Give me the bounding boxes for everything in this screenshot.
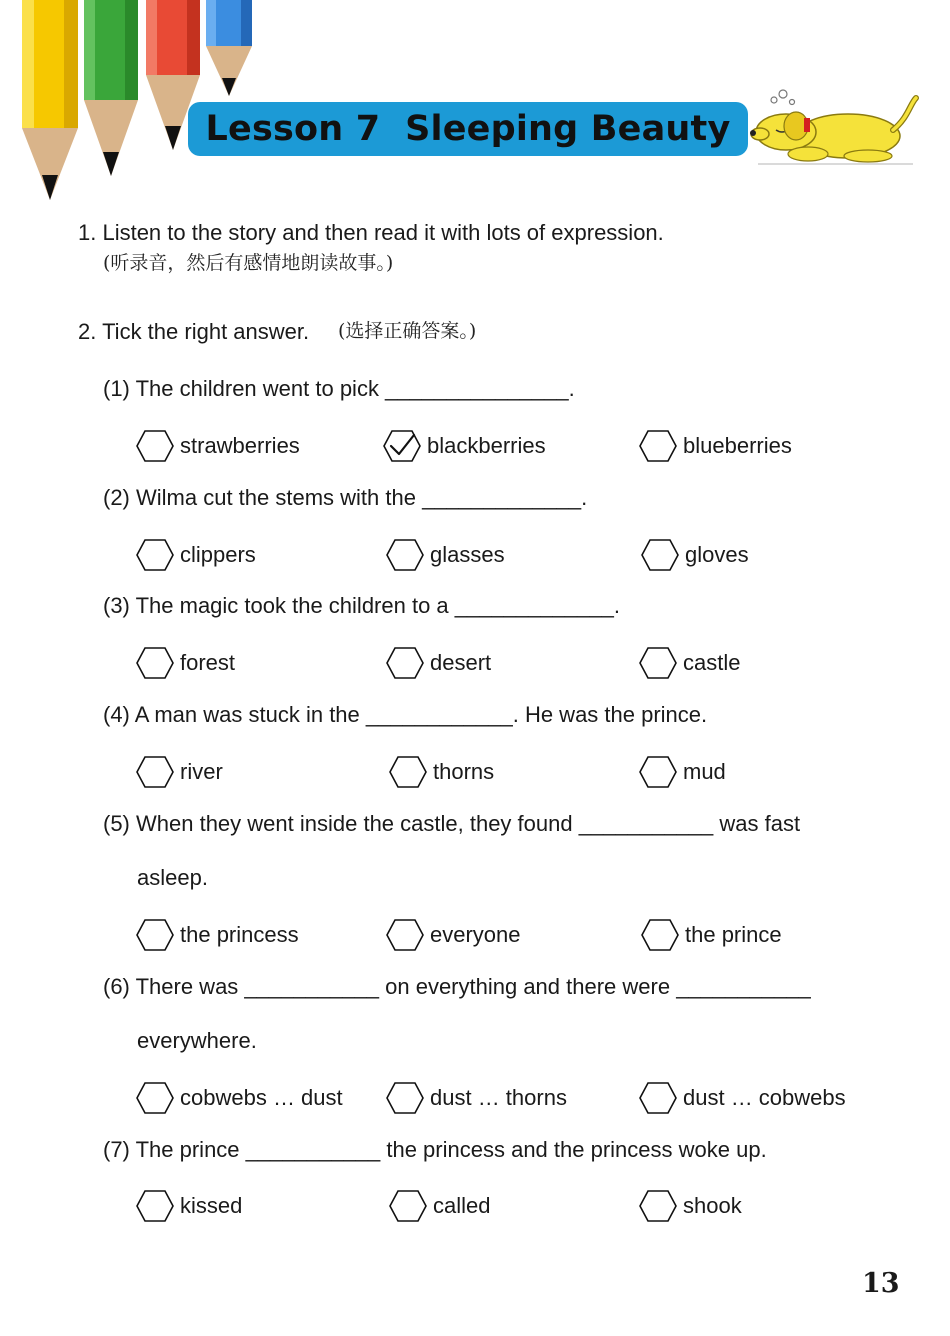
question-5: (5) When they went inside the castle, they found ___________ was fast — [103, 811, 801, 836]
option-7a[interactable] — [136, 1189, 242, 1223]
title-banner — [188, 102, 748, 156]
option-5a[interactable] — [136, 918, 299, 952]
hexagon-checkbox-icon[interactable] — [386, 646, 424, 680]
green-pencil-icon — [84, 0, 138, 176]
option-6b[interactable] — [386, 1081, 567, 1115]
option-label: called — [433, 1193, 491, 1218]
option-label: shook — [683, 1193, 742, 1218]
option-2c[interactable] — [641, 538, 749, 572]
question-4: (4) A man was stuck in the ____________. He was the prince. — [103, 702, 708, 727]
lesson-title: Lesson 7 Sleeping Beauty — [205, 109, 731, 149]
option-label: everyone — [430, 922, 521, 947]
option-label: dust … cobwebs — [683, 1085, 846, 1110]
option-label: thorns — [433, 759, 495, 784]
instruction-1-chinese: (听录音，然后有感情地朗读故事。) — [103, 252, 394, 274]
hexagon-checkbox-icon[interactable] — [641, 918, 679, 952]
option-label: river — [180, 759, 223, 784]
option-label: desert — [430, 650, 492, 675]
option-1b[interactable] — [383, 429, 546, 463]
option-6a[interactable] — [136, 1081, 343, 1115]
option-6c[interactable] — [639, 1081, 846, 1115]
hexagon-checkbox-icon[interactable] — [389, 755, 427, 789]
hexagon-checkbox-icon[interactable] — [136, 755, 174, 789]
option-3b[interactable] — [386, 646, 491, 680]
hexagon-checkbox-icon[interactable] — [136, 1081, 174, 1115]
option-label: dust … thorns — [430, 1085, 567, 1110]
instruction-1: 1. Listen to the story and then read it with lots of expression. — [78, 220, 664, 245]
hexagon-checkbox-icon[interactable] — [639, 1081, 677, 1115]
option-4a[interactable] — [136, 755, 223, 789]
option-4c[interactable] — [639, 755, 726, 789]
hexagon-checkbox-icon[interactable] — [386, 1081, 424, 1115]
option-label: the prince — [685, 922, 782, 947]
option-label: mud — [683, 759, 726, 784]
option-1c[interactable] — [639, 429, 792, 463]
option-4b[interactable] — [389, 755, 494, 789]
page-number: 13 — [862, 1268, 900, 1299]
hexagon-checkbox-icon[interactable] — [639, 755, 677, 789]
option-label: blueberries — [683, 433, 792, 458]
option-3a[interactable] — [136, 646, 235, 680]
question-6-continued: everywhere. — [137, 1028, 257, 1053]
hexagon-checkbox-icon[interactable] — [136, 429, 174, 463]
hexagon-checkbox-icon[interactable] — [136, 538, 174, 572]
hexagon-checkbox-icon[interactable] — [639, 429, 677, 463]
hexagon-checkbox-icon[interactable] — [386, 918, 424, 952]
option-1a[interactable] — [136, 429, 300, 463]
option-7c[interactable] — [639, 1189, 742, 1223]
option-label: blackberries — [427, 433, 546, 458]
option-label: clippers — [180, 542, 256, 567]
option-label: forest — [180, 650, 236, 675]
hexagon-checkbox-icon[interactable] — [389, 1189, 427, 1223]
question-3: (3) The magic took the children to a _____________. — [103, 593, 620, 618]
option-label: cobwebs … dust — [180, 1085, 343, 1110]
option-2a[interactable] — [136, 538, 256, 572]
option-label: strawberries — [180, 433, 300, 458]
hexagon-checkbox-icon[interactable] — [136, 918, 174, 952]
hexagon-checkbox-icon[interactable] — [136, 646, 174, 680]
question-2: (2) Wilma cut the stems with the _____________. — [103, 485, 588, 510]
question-1: (1) The children went to pick _______________. — [103, 376, 575, 401]
option-2b[interactable] — [386, 538, 505, 572]
option-label: the princess — [180, 922, 299, 947]
hexagon-checkbox-checked-icon[interactable] — [383, 429, 421, 463]
yellow-pencil-icon — [22, 0, 78, 200]
option-7b[interactable] — [389, 1189, 490, 1223]
sleeping-dog-icon — [748, 88, 920, 168]
hexagon-checkbox-icon[interactable] — [386, 538, 424, 572]
instruction-2: 2. Tick the right answer. — [78, 319, 310, 344]
hexagon-checkbox-icon[interactable] — [641, 538, 679, 572]
option-label: kissed — [180, 1193, 243, 1218]
option-3c[interactable] — [639, 646, 740, 680]
hexagon-checkbox-icon[interactable] — [639, 1189, 677, 1223]
option-5b[interactable] — [386, 918, 521, 952]
instruction-2-chinese: (选择正确答案。) — [338, 320, 477, 342]
hexagon-checkbox-icon[interactable] — [136, 1189, 174, 1223]
question-7: (7) The prince ___________ the princess and the princess woke up. — [103, 1137, 767, 1162]
blue-pencil-icon — [206, 0, 252, 96]
option-5c[interactable] — [641, 918, 782, 952]
option-label: glasses — [430, 542, 505, 567]
question-5-continued: asleep. — [137, 865, 208, 890]
option-label: castle — [683, 650, 741, 675]
option-label: gloves — [685, 542, 749, 567]
hexagon-checkbox-icon[interactable] — [639, 646, 677, 680]
question-6: (6) There was ___________ on everything and there were ___________ — [103, 974, 811, 999]
